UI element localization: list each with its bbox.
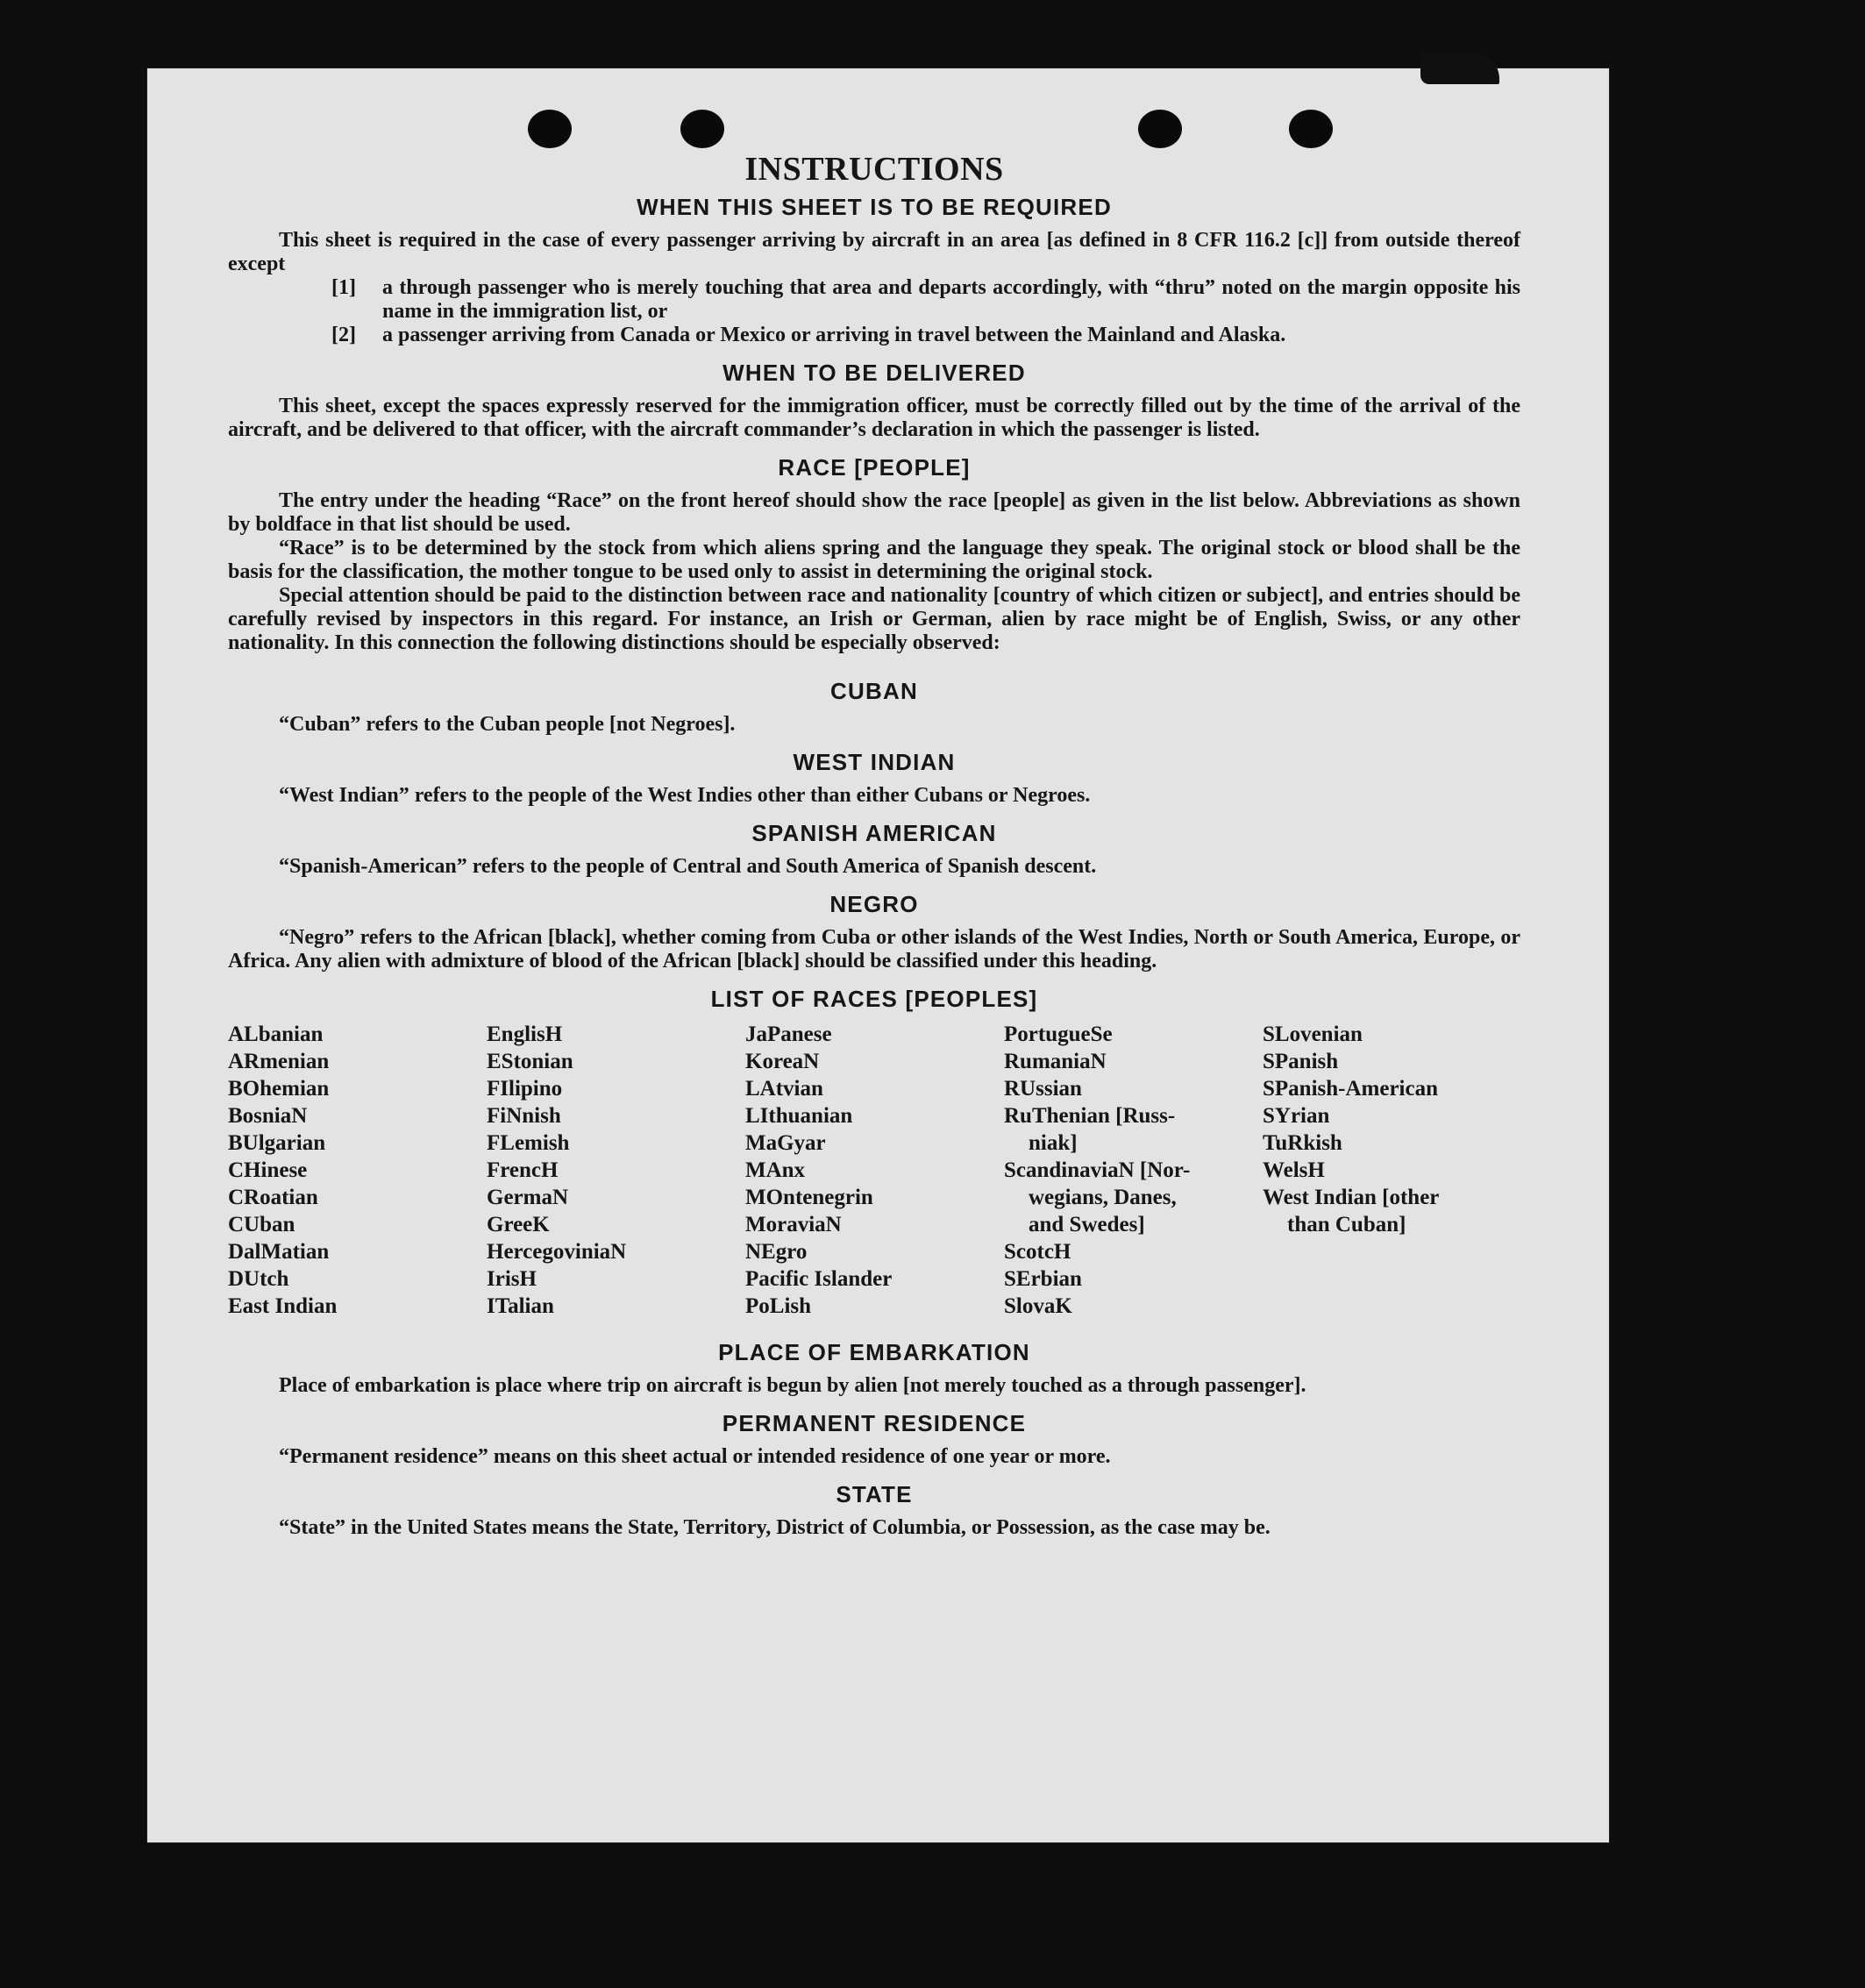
race-paragraph: “Race” is to be determined by the stock from which aliens spring and the language they speak. The original stock or blood shall be the basis for the classification, the mother tongue to be used only to assist in determining the original stock. — [228, 537, 1520, 583]
exception-list — [331, 276, 1520, 347]
race-entry: SPanish — [1263, 1050, 1339, 1073]
race-entry: EStonian — [487, 1050, 573, 1073]
race-entry: ALbanian — [228, 1023, 324, 1046]
race-entry: DUtch — [228, 1267, 289, 1291]
race-entry: MaGyar — [745, 1131, 826, 1155]
race-entry: CUban — [228, 1213, 295, 1236]
race-entry: ScotcH — [1004, 1240, 1071, 1264]
race-entry: PoLish — [745, 1294, 812, 1318]
race-entry: SErbian — [1004, 1267, 1082, 1291]
negro-text: “Negro” refers to the African [black], whether coming from Cuba or other islands of the West Indies, North or South America, Europe, or Africa. Any alien with admixture of blood of the African [black] should be classified under this heading. — [228, 926, 1520, 973]
torn-corner — [1420, 53, 1499, 84]
heading-race: RACE [PEOPLE] — [778, 454, 971, 481]
residence-text: “Permanent residence” means on this sheet actual or intended residence of one year or more. — [279, 1445, 1111, 1468]
document-page — [147, 68, 1609, 1842]
race-entry: SLovenian — [1263, 1023, 1363, 1046]
heading-delivered: WHEN TO BE DELIVERED — [723, 360, 1026, 386]
race-entry: FiNnish — [487, 1104, 561, 1128]
page-title: INSTRUCTIONS — [744, 151, 1004, 188]
exception-number: [2] — [331, 324, 356, 346]
race-entry: MoraviaN — [745, 1213, 842, 1236]
punch-hole — [1138, 110, 1182, 148]
race-entry: East Indian — [228, 1294, 338, 1318]
exception-text: a through passenger who is merely touching that area and departs accordingly, with “thru” noted on the margin opposite his name in the immigration list, or — [382, 276, 1520, 323]
race-entry: wegians, Danes, — [1029, 1186, 1177, 1209]
race-entry: LAtvian — [745, 1077, 823, 1101]
race-entry: KoreaN — [745, 1050, 820, 1073]
race-entry: SYrian — [1263, 1104, 1330, 1128]
race-entry: BosniaN — [228, 1104, 308, 1128]
heading-west-indian: WEST INDIAN — [793, 749, 956, 775]
punch-hole — [680, 110, 724, 148]
exception-text: a passenger arriving from Canada or Mexico or arriving in travel between the Mainland and Alaska. — [382, 324, 1286, 346]
exception-number: [1] — [331, 276, 356, 299]
race-entry: RuThenian [Russ- — [1004, 1104, 1176, 1128]
west-indian-text: “West Indian” refers to the people of the West Indies other than either Cubans or Negroes. — [279, 784, 1091, 807]
race-entry: Pacific Islander — [745, 1267, 893, 1291]
race-entry: FLemish — [487, 1131, 570, 1155]
race-entry: GermaN — [487, 1186, 569, 1209]
race-entry: RumaniaN — [1004, 1050, 1107, 1073]
race-entry: HercegoviniaN — [487, 1240, 627, 1264]
race-entry: niak] — [1029, 1131, 1078, 1155]
state-text: “State” in the United States means the State, Territory, District of Columbia, or Possession, as the case may be. — [279, 1516, 1271, 1539]
race-entry: ScandinaviaN [Nor- — [1004, 1158, 1191, 1182]
heading-embarkation: PLACE OF EMBARKATION — [718, 1339, 1030, 1365]
race-entry: EnglisH — [487, 1023, 563, 1046]
race-entry: MAnx — [745, 1158, 806, 1182]
race-list — [228, 1021, 1520, 1320]
heading-state: STATE — [836, 1481, 913, 1507]
race-entry: ARmenian — [228, 1050, 330, 1073]
race-entry: and Swedes] — [1029, 1213, 1145, 1236]
heading-negro: NEGRO — [829, 891, 919, 917]
heading-permanent-residence: PERMANENT RESIDENCE — [722, 1410, 1027, 1436]
race-column — [487, 1021, 745, 1320]
exception-item — [331, 276, 1520, 324]
race-entry: PortugueSe — [1004, 1023, 1113, 1046]
race-entry: FrencH — [487, 1158, 559, 1182]
heading-spanish-american: SPANISH AMERICAN — [751, 820, 997, 846]
race-entry: WelsH — [1263, 1158, 1325, 1182]
spanish-american-text: “Spanish-American” refers to the people of Central and South America of Spanish descent. — [279, 855, 1097, 878]
race-entry: MOntenegrin — [745, 1186, 873, 1209]
cuban-text: “Cuban” refers to the Cuban people [not Negroes]. — [279, 713, 736, 736]
heading-required: WHEN THIS SHEET IS TO BE REQUIRED — [637, 194, 1112, 220]
race-column — [1263, 1021, 1520, 1320]
delivered-text: This sheet, except the spaces expressly reserved for the immigration officer, must be correctly filled out by the time of the arrival of the aircraft, and be delivered to that officer, with the aircraft commander’s declaration in which the passenger is listed. — [228, 395, 1520, 441]
race-entry: than Cuban] — [1287, 1213, 1406, 1236]
race-entry: RUssian — [1004, 1077, 1082, 1101]
race-entry: TuRkish — [1263, 1131, 1342, 1155]
race-entry: ITalian — [487, 1294, 554, 1318]
race-entry: SlovaK — [1004, 1294, 1072, 1318]
race-entry: DalMatian — [228, 1240, 330, 1264]
exception-item — [331, 324, 1520, 347]
embarkation-text: Place of embarkation is place where trip on aircraft is begun by alien [not merely touched as a through passenger]. — [279, 1374, 1306, 1397]
race-entry: West Indian [other — [1263, 1186, 1440, 1209]
race-entry: GreeK — [487, 1213, 550, 1236]
race-paragraph: Special attention should be paid to the distinction between race and nationality [country of which citizen or subject], and entries should be carefully revised by inspectors in this regard. For instance, an Irish or German, alien by race might be of English, Swiss, or any other nationality. In this connection the following distinctions should be especially observed: — [228, 584, 1520, 654]
race-entry: IrisH — [487, 1267, 537, 1291]
race-entry: LIthuanian — [745, 1104, 853, 1128]
race-column — [1004, 1021, 1263, 1320]
punch-hole — [528, 110, 572, 148]
race-entry: JaPanese — [745, 1023, 832, 1046]
heading-list-of-races: LIST OF RACES [PEOPLES] — [710, 986, 1038, 1012]
required-intro: This sheet is required in the case of every passenger arriving by aircraft in an area [as defined in 8 CFR 116.2 [c]] from outside thereof except — [228, 229, 1520, 275]
race-entry: FIlipino — [487, 1077, 563, 1101]
instructions-body — [228, 152, 1520, 1540]
race-entry: CHinese — [228, 1158, 308, 1182]
race-entry: BUlgarian — [228, 1131, 326, 1155]
race-entry: SPanish-American — [1263, 1077, 1438, 1101]
race-entry: NEgro — [745, 1240, 808, 1264]
race-paragraph: The entry under the heading “Race” on the front hereof should show the race [people] as given in the list below. Abbreviations as shown by boldface in that list should be used. — [228, 489, 1520, 536]
heading-cuban: CUBAN — [830, 678, 918, 704]
race-column — [745, 1021, 1004, 1320]
race-entry: CRoatian — [228, 1186, 318, 1209]
race-column — [228, 1021, 487, 1320]
punch-hole — [1289, 110, 1333, 148]
race-entry: BOhemian — [228, 1077, 330, 1101]
